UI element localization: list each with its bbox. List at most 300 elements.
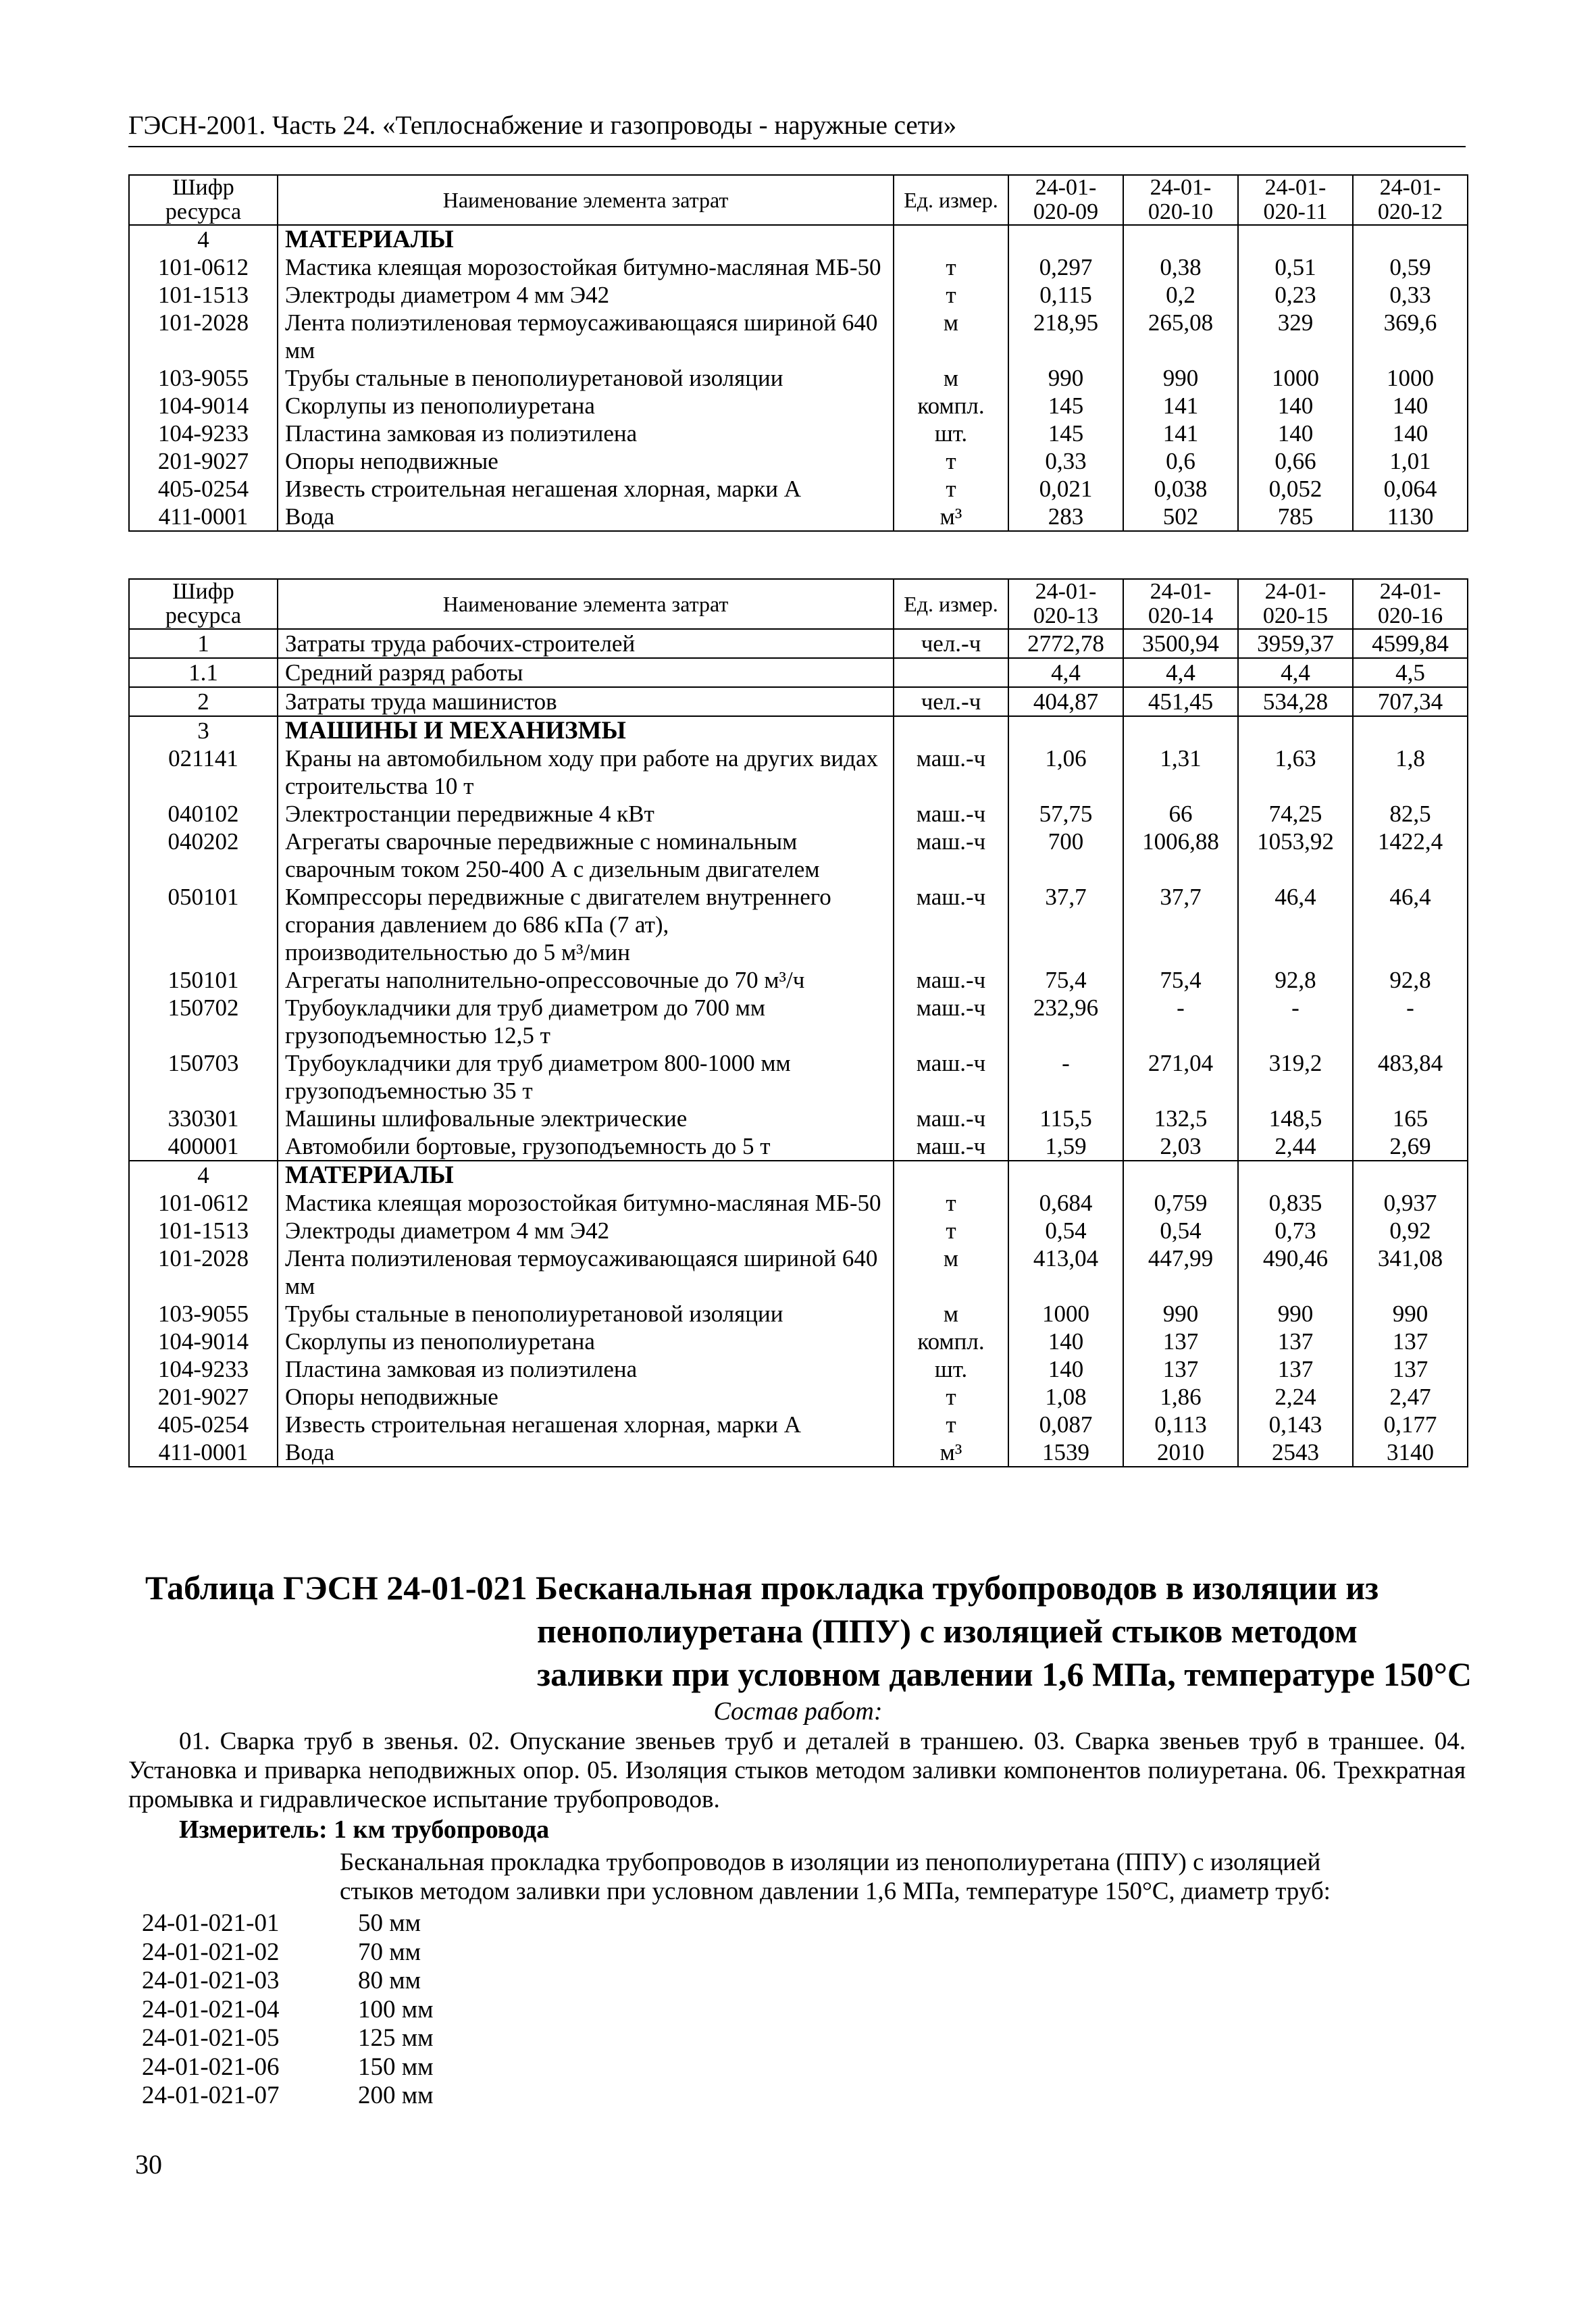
section-number: 4 xyxy=(129,225,278,253)
resource-unit: м xyxy=(894,1244,1008,1300)
resource-name: Известь строительная негашеная хлорная, марки А xyxy=(278,475,894,503)
resource-value: 0,59 xyxy=(1353,253,1468,281)
header-name: Наименование элемента затрат xyxy=(278,579,894,629)
resource-value: 0,177 xyxy=(1353,1411,1468,1438)
measure-unit: Измеритель: 1 км трубопровода xyxy=(179,1815,550,1844)
resource-value: 140 xyxy=(1353,420,1468,447)
resource-name: Краны на автомобильном ходу при работе на других видах строительства 10 т xyxy=(278,745,894,800)
resource-value: 140 xyxy=(1238,420,1353,447)
description-line-1: Бесканальная прокладка трубопроводов в изоляции из пенополиуретана (ППУ) с изоляцией xyxy=(340,1848,1321,1876)
resource-value: 0,113 xyxy=(1123,1411,1238,1438)
resource-name: Затраты труда машинистов xyxy=(278,687,894,716)
resource-value: 0,937 xyxy=(1353,1189,1468,1217)
header-name: Наименование элемента затрат xyxy=(278,175,894,225)
resource-value: 0,143 xyxy=(1238,1411,1353,1438)
resource-value: 990 xyxy=(1238,1300,1353,1328)
empty-cell xyxy=(1123,716,1238,745)
pipe-diameter: 200 мм xyxy=(358,2082,434,2109)
table-row xyxy=(129,1049,1468,1105)
resource-value: 265,08 xyxy=(1123,309,1238,364)
resource-value: 145 xyxy=(1008,420,1123,447)
resource-value: 137 xyxy=(1238,1355,1353,1383)
resource-value: 0,33 xyxy=(1353,281,1468,309)
resource-code: 104-9014 xyxy=(129,392,278,420)
resource-value: 141 xyxy=(1123,420,1238,447)
section-title: МАТЕРИАЛЫ xyxy=(278,1161,894,1189)
resource-value: 1053,92 xyxy=(1238,828,1353,883)
resource-value: 218,95 xyxy=(1008,309,1123,364)
resource-value: 369,6 xyxy=(1353,309,1468,364)
table-row xyxy=(129,1328,1468,1355)
description-line-2: стыков методом заливки при условном давлении 1,6 МПа, температуре 150°С, диаметр труб: xyxy=(340,1878,1331,1905)
table-title-line-3: заливки при условном давлении 1,6 МПа, температуре 150°С xyxy=(537,1655,1472,1693)
resource-name: Трубы стальные в пенополиуретановой изоляции xyxy=(278,364,894,392)
list-item xyxy=(142,1938,434,1967)
resource-value: 3500,94 xyxy=(1123,629,1238,658)
resource-value: 132,5 xyxy=(1123,1105,1238,1132)
header-col: 24-01-020-09 xyxy=(1008,175,1123,225)
resource-code: 104-9014 xyxy=(129,1328,278,1355)
resource-name: Электростанции передвижные 4 кВт xyxy=(278,800,894,828)
resource-unit: т xyxy=(894,475,1008,503)
resource-value: 2,69 xyxy=(1353,1132,1468,1161)
table-row xyxy=(129,1300,1468,1328)
resource-value: 283 xyxy=(1008,503,1123,531)
resource-name: Опоры неподвижные xyxy=(278,1383,894,1411)
section-title: МАШИНЫ И МЕХАНИЗМЫ xyxy=(278,716,894,745)
resource-value: 37,7 xyxy=(1123,883,1238,966)
resource-value: 4,4 xyxy=(1238,658,1353,687)
header-col: 24-01-020-12 xyxy=(1353,175,1468,225)
header-col: 24-01-020-15 xyxy=(1238,579,1353,629)
resource-value: 145 xyxy=(1008,392,1123,420)
resource-name: Электроды диаметром 4 мм Э42 xyxy=(278,281,894,309)
empty-cell xyxy=(1008,1161,1123,1189)
resource-value: 2,24 xyxy=(1238,1383,1353,1411)
resource-code: 101-0612 xyxy=(129,1189,278,1217)
header-rule xyxy=(128,146,1466,147)
resource-name: Пластина замковая из полиэтилена xyxy=(278,420,894,447)
table-row xyxy=(129,800,1468,828)
resource-value: - xyxy=(1008,1049,1123,1105)
resource-value: 404,87 xyxy=(1008,687,1123,716)
table-title-line-1: Таблица ГЭСН 24-01-021 Бесканальная прокладка трубопроводов в изоляции из xyxy=(145,1569,1379,1607)
table-row xyxy=(129,475,1468,503)
resource-value: 413,04 xyxy=(1008,1244,1123,1300)
resource-value: 0,684 xyxy=(1008,1189,1123,1217)
resource-value: 137 xyxy=(1353,1355,1468,1383)
resource-value: 0,021 xyxy=(1008,475,1123,503)
resource-name: Средний разряд работы xyxy=(278,658,894,687)
resource-code: 2 xyxy=(129,687,278,716)
composition-text xyxy=(128,1727,1466,1814)
resource-name: Мастика клеящая морозостойкая битумно-масляная МБ-50 xyxy=(278,1189,894,1217)
resource-name: Лента полиэтиленовая термоусаживающаяся шириной 640 мм xyxy=(278,309,894,364)
resource-unit: шт. xyxy=(894,1355,1008,1383)
resource-value: 0,38 xyxy=(1123,253,1238,281)
resource-value: 46,4 xyxy=(1353,883,1468,966)
resource-value: 2010 xyxy=(1123,1438,1238,1467)
resource-value: 1539 xyxy=(1008,1438,1123,1467)
header-unit: Ед. измер. xyxy=(894,175,1008,225)
list-item xyxy=(142,1909,434,1938)
resource-unit: чел.-ч xyxy=(894,629,1008,658)
table-row xyxy=(129,1189,1468,1217)
empty-cell xyxy=(1008,716,1123,745)
pipe-diameter: 100 мм xyxy=(358,1995,434,2023)
resource-value: 2772,78 xyxy=(1008,629,1123,658)
resource-unit: маш.-ч xyxy=(894,994,1008,1049)
resource-value: 3959,37 xyxy=(1238,629,1353,658)
resource-code: 103-9055 xyxy=(129,364,278,392)
resource-value: 0,73 xyxy=(1238,1217,1353,1244)
resource-code: 101-0612 xyxy=(129,253,278,281)
empty-cell xyxy=(1353,716,1468,745)
section-row xyxy=(129,716,1468,745)
resource-value: 990 xyxy=(1008,364,1123,392)
resource-value: 271,04 xyxy=(1123,1049,1238,1105)
resource-table-1 xyxy=(128,174,1468,532)
table-header-row xyxy=(129,175,1468,225)
resource-name: Трубы стальные в пенополиуретановой изоляции xyxy=(278,1300,894,1328)
resource-value: 137 xyxy=(1353,1328,1468,1355)
resource-value: 66 xyxy=(1123,800,1238,828)
resource-code: 1.1 xyxy=(129,658,278,687)
resource-value: 502 xyxy=(1123,503,1238,531)
resource-value: 0,115 xyxy=(1008,281,1123,309)
section-number: 3 xyxy=(129,716,278,745)
resource-value: 0,064 xyxy=(1353,475,1468,503)
resource-code: 405-0254 xyxy=(129,1411,278,1438)
resource-code: 405-0254 xyxy=(129,475,278,503)
resource-unit: т xyxy=(894,281,1008,309)
resource-code: 150702 xyxy=(129,994,278,1049)
resource-value: 447,99 xyxy=(1123,1244,1238,1300)
pipe-diameter: 70 мм xyxy=(358,1938,421,1966)
table-row xyxy=(129,1105,1468,1132)
resource-unit: маш.-ч xyxy=(894,883,1008,966)
table-row xyxy=(129,503,1468,531)
resource-value: 1422,4 xyxy=(1353,828,1468,883)
resource-code: 101-1513 xyxy=(129,281,278,309)
resource-value: 82,5 xyxy=(1353,800,1468,828)
section-row xyxy=(129,225,1468,253)
empty-cell xyxy=(894,1161,1008,1189)
resource-value: 4,4 xyxy=(1008,658,1123,687)
resource-value: 0,33 xyxy=(1008,447,1123,475)
resource-value: 1,31 xyxy=(1123,745,1238,800)
resource-code: 150703 xyxy=(129,1049,278,1105)
table-row xyxy=(129,420,1468,447)
resource-value: 232,96 xyxy=(1008,994,1123,1049)
resource-name: Вода xyxy=(278,1438,894,1467)
resource-unit: м xyxy=(894,364,1008,392)
table-row xyxy=(129,1132,1468,1161)
resource-table-2 xyxy=(128,578,1468,1467)
resource-value: 0,51 xyxy=(1238,253,1353,281)
resource-value: 1,86 xyxy=(1123,1383,1238,1411)
resource-unit: м xyxy=(894,309,1008,364)
header-col: 24-01-020-13 xyxy=(1008,579,1123,629)
resource-unit: т xyxy=(894,1383,1008,1411)
description xyxy=(340,1848,1468,1906)
composition-body: 01. Сварка труб в звенья. 02. Опускание звеньев труб и деталей в траншею. 03. Сварка звеньев труб в траншее. 04. Установка и приварка неподвижных опор. 05. Изоляция стыков методом заливки компонентов полиуретана. 06. Трехкратная промывка и гидравлическое испытание трубопроводов. xyxy=(128,1728,1466,1813)
resource-value: 1,63 xyxy=(1238,745,1353,800)
table-row xyxy=(129,1355,1468,1383)
table-row xyxy=(129,1438,1468,1467)
resource-unit: компл. xyxy=(894,1328,1008,1355)
resource-unit: маш.-ч xyxy=(894,745,1008,800)
resource-value: 140 xyxy=(1238,392,1353,420)
resource-name: Агрегаты наполнительно-опрессовочные до 70 м³/ч xyxy=(278,966,894,994)
resource-value: 140 xyxy=(1008,1355,1123,1383)
resource-value: 1,59 xyxy=(1008,1132,1123,1161)
resource-value: 0,54 xyxy=(1123,1217,1238,1244)
resource-value: 137 xyxy=(1123,1355,1238,1383)
resource-code: 101-2028 xyxy=(129,1244,278,1300)
resource-value: 0,2 xyxy=(1123,281,1238,309)
table-row xyxy=(129,994,1468,1049)
resource-value: 0,92 xyxy=(1353,1217,1468,1244)
resource-value: 75,4 xyxy=(1123,966,1238,994)
resource-value: - xyxy=(1238,994,1353,1049)
resource-unit: компл. xyxy=(894,392,1008,420)
resource-value: 1,8 xyxy=(1353,745,1468,800)
table-row xyxy=(129,392,1468,420)
table-row xyxy=(129,1411,1468,1438)
empty-cell xyxy=(1238,716,1353,745)
resource-name: Компрессоры передвижные с двигателем внутреннего сгорания давлением до 686 кПа (7 ат), производительностью до 5 м³/мин xyxy=(278,883,894,966)
table-row xyxy=(129,658,1468,687)
norm-code: 24-01-021-07 xyxy=(142,2082,280,2109)
resource-name: Затраты труда рабочих-строителей xyxy=(278,629,894,658)
resource-value: 1,06 xyxy=(1008,745,1123,800)
resource-unit: маш.-ч xyxy=(894,800,1008,828)
resource-value: 92,8 xyxy=(1353,966,1468,994)
resource-value: 451,45 xyxy=(1123,687,1238,716)
list-item xyxy=(142,1967,434,1996)
resource-name: Опоры неподвижные xyxy=(278,447,894,475)
resource-value: 137 xyxy=(1238,1328,1353,1355)
section-title: МАТЕРИАЛЫ xyxy=(278,225,894,253)
resource-value: 1130 xyxy=(1353,503,1468,531)
resource-value: 0,23 xyxy=(1238,281,1353,309)
resource-code: 1 xyxy=(129,629,278,658)
resource-unit: маш.-ч xyxy=(894,828,1008,883)
resource-value: 785 xyxy=(1238,503,1353,531)
resource-value: 1000 xyxy=(1008,1300,1123,1328)
resource-value: 0,038 xyxy=(1123,475,1238,503)
running-header: ГЭСН-2001. Часть 24. «Теплоснабжение и газопроводы - наружные сети» xyxy=(128,111,957,140)
table-title xyxy=(145,1566,1472,1696)
norm-code: 24-01-021-01 xyxy=(142,1909,280,1937)
resource-name: Автомобили бортовые, грузоподъемность до 5 т xyxy=(278,1132,894,1161)
header-code: Шифр ресурса xyxy=(129,579,278,629)
resource-name: Трубоукладчики для труб диаметром 800-1000 мм грузоподъемностью 35 т xyxy=(278,1049,894,1105)
resource-value: 329 xyxy=(1238,309,1353,364)
list-item xyxy=(142,1996,434,2025)
header-col: 24-01-020-14 xyxy=(1123,579,1238,629)
table-row xyxy=(129,309,1468,364)
table-row xyxy=(129,447,1468,475)
header-col: 24-01-020-10 xyxy=(1123,175,1238,225)
resource-unit: т xyxy=(894,1411,1008,1438)
resource-value: 92,8 xyxy=(1238,966,1353,994)
list-item xyxy=(142,2024,434,2053)
pipe-diameter: 80 мм xyxy=(358,1967,421,1994)
resource-value: 990 xyxy=(1353,1300,1468,1328)
resource-value: - xyxy=(1123,994,1238,1049)
header-col: 24-01-020-11 xyxy=(1238,175,1353,225)
resource-name: Лента полиэтиленовая термоусаживающаяся шириной 640 мм xyxy=(278,1244,894,1300)
resource-value: 341,08 xyxy=(1353,1244,1468,1300)
resource-value: 0,052 xyxy=(1238,475,1353,503)
norm-code: 24-01-021-06 xyxy=(142,2053,280,2081)
resource-name: Агрегаты сварочные передвижные с номинальным сварочным током 250-400 А с дизельным двигателем xyxy=(278,828,894,883)
resource-code: 103-9055 xyxy=(129,1300,278,1328)
resource-value: 1000 xyxy=(1238,364,1353,392)
resource-code: 101-2028 xyxy=(129,309,278,364)
resource-value: 990 xyxy=(1123,1300,1238,1328)
resource-unit: т xyxy=(894,253,1008,281)
resource-code: 040202 xyxy=(129,828,278,883)
resource-unit: шт. xyxy=(894,420,1008,447)
section-row xyxy=(129,1161,1468,1189)
resource-value: 137 xyxy=(1123,1328,1238,1355)
pipe-diameter: 150 мм xyxy=(358,2053,434,2081)
resource-code: 411-0001 xyxy=(129,1438,278,1467)
norm-code: 24-01-021-05 xyxy=(142,2024,280,2052)
resource-value: 490,46 xyxy=(1238,1244,1353,1300)
resource-code: 330301 xyxy=(129,1105,278,1132)
resource-unit: маш.-ч xyxy=(894,1049,1008,1105)
resource-value: 1006,88 xyxy=(1123,828,1238,883)
resource-value: 0,66 xyxy=(1238,447,1353,475)
resource-code: 201-9027 xyxy=(129,447,278,475)
table-row xyxy=(129,828,1468,883)
table-row xyxy=(129,364,1468,392)
resource-value: 165 xyxy=(1353,1105,1468,1132)
resource-name: Скорлупы из пенополиуретана xyxy=(278,392,894,420)
table-header-row xyxy=(129,579,1468,629)
resource-value: 0,835 xyxy=(1238,1189,1353,1217)
resource-value: 1,01 xyxy=(1353,447,1468,475)
table-row xyxy=(129,745,1468,800)
resource-value: 483,84 xyxy=(1353,1049,1468,1105)
table-row xyxy=(129,1217,1468,1244)
resource-value: 0,087 xyxy=(1008,1411,1123,1438)
page-number: 30 xyxy=(135,2149,162,2180)
resource-unit: маш.-ч xyxy=(894,966,1008,994)
resource-value: 2543 xyxy=(1238,1438,1353,1467)
table-title-line-2: пенополиуретана (ППУ) с изоляцией стыков методом xyxy=(537,1612,1358,1650)
resource-unit: м³ xyxy=(894,1438,1008,1467)
resource-name: Трубоукладчики для труб диаметром до 700 мм грузоподъемностью 12,5 т xyxy=(278,994,894,1049)
resource-value: 534,28 xyxy=(1238,687,1353,716)
resource-value: 1000 xyxy=(1353,364,1468,392)
resource-name: Скорлупы из пенополиуретана xyxy=(278,1328,894,1355)
table-row xyxy=(129,281,1468,309)
empty-cell xyxy=(1123,1161,1238,1189)
resource-unit: т xyxy=(894,1189,1008,1217)
table-row xyxy=(129,966,1468,994)
resource-value: 4,5 xyxy=(1353,658,1468,687)
section-number: 4 xyxy=(129,1161,278,1189)
resource-name: Электроды диаметром 4 мм Э42 xyxy=(278,1217,894,1244)
resource-code: 411-0001 xyxy=(129,503,278,531)
resource-unit: маш.-ч xyxy=(894,1132,1008,1161)
resource-value: - xyxy=(1353,994,1468,1049)
resource-unit: т xyxy=(894,1217,1008,1244)
resource-code: 104-9233 xyxy=(129,420,278,447)
norm-code: 24-01-021-03 xyxy=(142,1967,280,1994)
table-row xyxy=(129,253,1468,281)
resource-unit: м xyxy=(894,1300,1008,1328)
resource-value: 141 xyxy=(1123,392,1238,420)
resource-code: 050101 xyxy=(129,883,278,966)
resource-code: 150101 xyxy=(129,966,278,994)
resource-code: 201-9027 xyxy=(129,1383,278,1411)
table1-body xyxy=(129,253,1468,531)
resource-value: 2,03 xyxy=(1123,1132,1238,1161)
header-code: Шифр ресурса xyxy=(129,175,278,225)
resource-unit: маш.-ч xyxy=(894,1105,1008,1132)
resource-value: 2,47 xyxy=(1353,1383,1468,1411)
resource-value: 0,297 xyxy=(1008,253,1123,281)
resource-value: 37,7 xyxy=(1008,883,1123,966)
resource-unit xyxy=(894,658,1008,687)
table-row xyxy=(129,687,1468,716)
resource-value: 2,44 xyxy=(1238,1132,1353,1161)
resource-value: 0,759 xyxy=(1123,1189,1238,1217)
resource-code: 040102 xyxy=(129,800,278,828)
resource-value: 707,34 xyxy=(1353,687,1468,716)
resource-value: 990 xyxy=(1123,364,1238,392)
resource-value: 46,4 xyxy=(1238,883,1353,966)
header-unit: Ед. измер. xyxy=(894,579,1008,629)
composition-title: Состав работ: xyxy=(713,1697,883,1726)
resource-value: 3140 xyxy=(1353,1438,1468,1467)
resource-value: 75,4 xyxy=(1008,966,1123,994)
resource-value: 115,5 xyxy=(1008,1105,1123,1132)
resource-value: 140 xyxy=(1008,1328,1123,1355)
resource-value: 140 xyxy=(1353,392,1468,420)
resource-value: 57,75 xyxy=(1008,800,1123,828)
resource-value: 700 xyxy=(1008,828,1123,883)
resource-value: 74,25 xyxy=(1238,800,1353,828)
list-item xyxy=(142,2082,434,2111)
table2-body xyxy=(129,629,1468,1467)
resource-value: 4599,84 xyxy=(1353,629,1468,658)
resource-value: 4,4 xyxy=(1123,658,1238,687)
pipe-diameter: 125 мм xyxy=(358,2024,434,2052)
table-row xyxy=(129,1244,1468,1300)
resource-value: 148,5 xyxy=(1238,1105,1353,1132)
resource-name: Вода xyxy=(278,503,894,531)
resource-code: 021141 xyxy=(129,745,278,800)
resource-name: Известь строительная негашеная хлорная, марки А xyxy=(278,1411,894,1438)
resource-code: 101-1513 xyxy=(129,1217,278,1244)
resource-value: 0,54 xyxy=(1008,1217,1123,1244)
resource-name: Машины шлифовальные электрические xyxy=(278,1105,894,1132)
norm-code: 24-01-021-02 xyxy=(142,1938,280,1966)
pipe-diameter: 50 мм xyxy=(358,1909,421,1937)
resource-name: Пластина замковая из полиэтилена xyxy=(278,1355,894,1383)
empty-cell xyxy=(1353,1161,1468,1189)
empty-cell xyxy=(894,716,1008,745)
resource-unit: т xyxy=(894,447,1008,475)
header-col: 24-01-020-16 xyxy=(1353,579,1468,629)
